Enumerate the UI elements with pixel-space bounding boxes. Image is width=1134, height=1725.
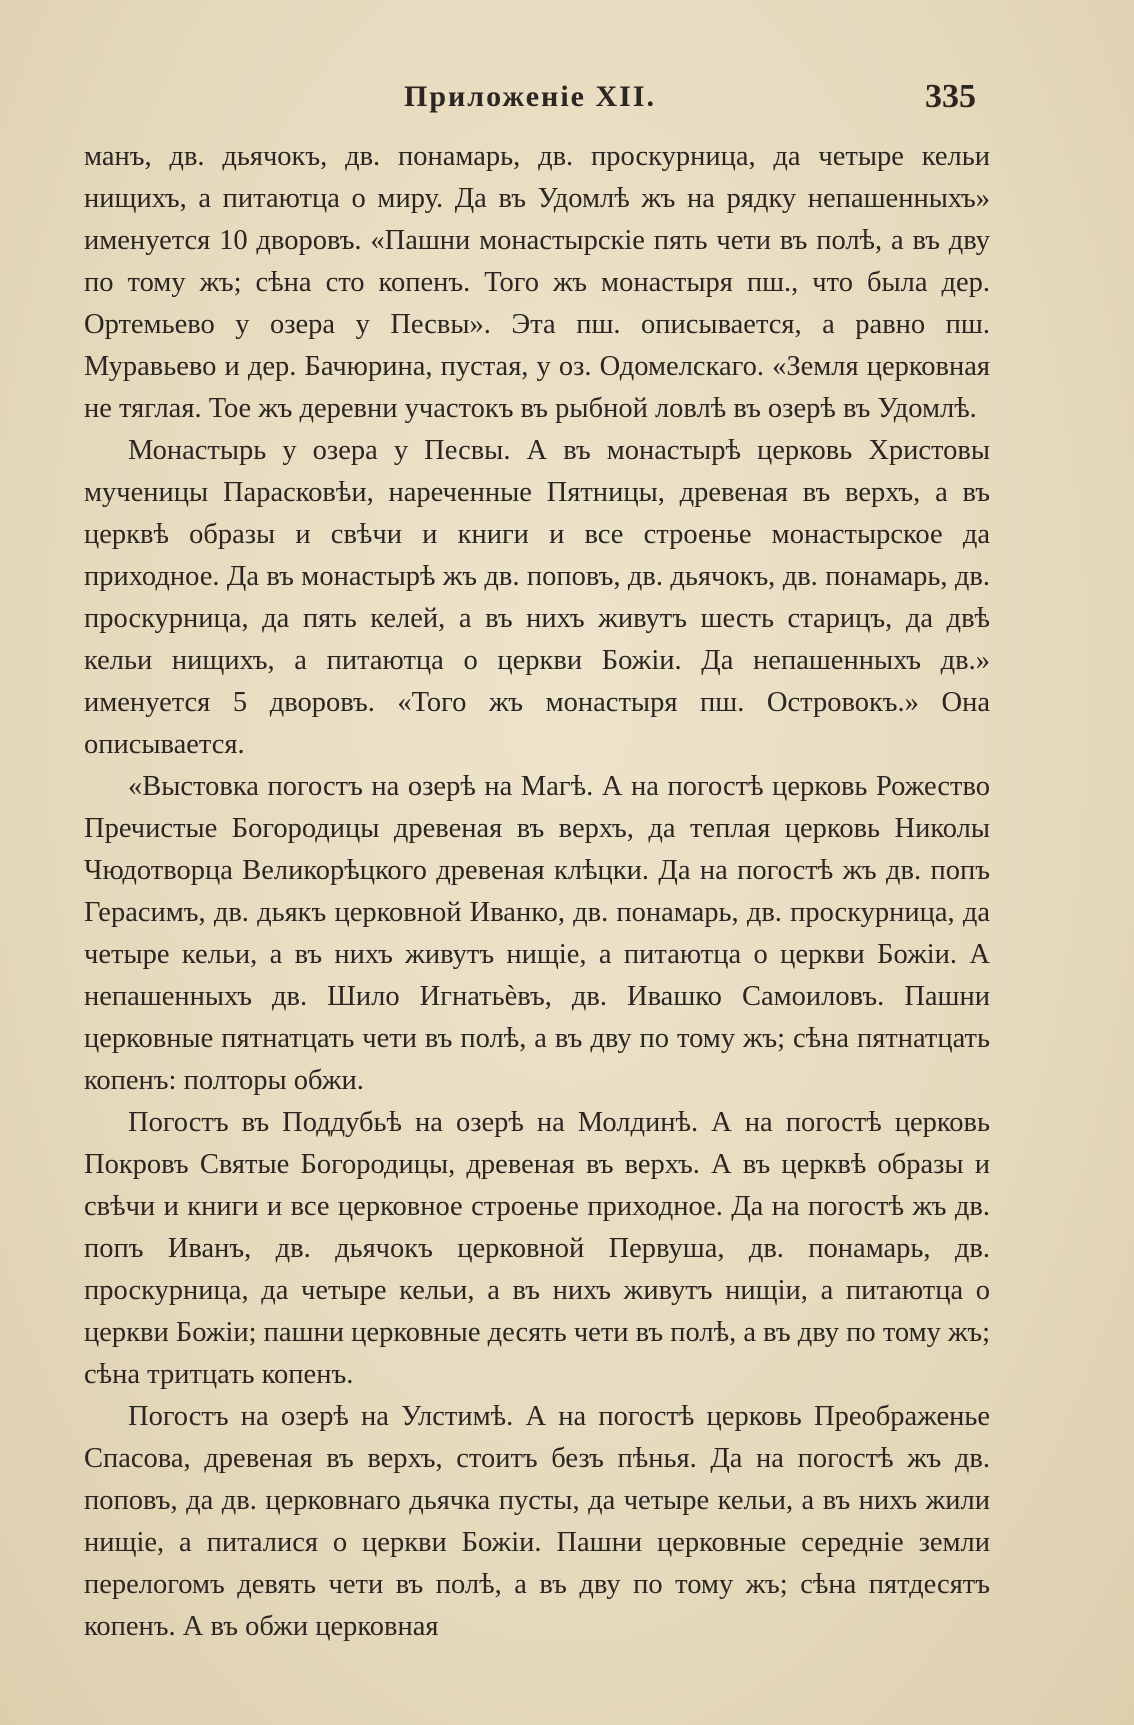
paragraph-1: манъ, дв. дьячокъ, дв. понамарь, дв. проскурница, да четыре кельи нищихъ, а питаютца о миру. Да въ Удомлѣ жъ на рядку непашенныхъ» именуется 10 дворовъ. «Пашни монастырскіе пять чети въ полѣ, а въ дву по тому жъ; сѣна сто копенъ. Того жъ монастыря пш., что была дер. Ортемьево у озера у Песвы». Эта пш. описывается, а равно пш. Муравьево и дер. Бачюрина, пустая, у оз. Одомелскаго. «Земля церковная не тяглая. Тое жъ деревни участокъ въ рыбной ловлѣ въ озерѣ въ Удомлѣ.	[84, 141, 990, 424]
body-text	[84, 136, 990, 1648]
paragraph-3: «Выстовка погостъ на озерѣ на Магѣ. А на погостѣ церковь Рожество Пречистые Богородицы древеная въ верхъ, да теплая церковь Николы Чюдотворца Великорѣцкого древеная клѣцки. Да на погостѣ жъ дв. попъ Герасимъ, дв. дьякъ церковной Иванко, дв. понамарь, дв. проскурница, да четыре кельи, а въ нихъ живутъ нищіе, а питаютца о церкви Божіи. А непашенныхъ дв. Шило Игнатьѐвъ, дв. Ивашко Самоиловъ. Пашни церковные пятнатцать чети въ полѣ, а въ дву по тому жъ; сѣна пятнатцать копенъ: полторы обжи.	[84, 771, 990, 1096]
paragraph-4: Погостъ въ Поддубьѣ на озерѣ на Молдинѣ. А на погостѣ церковь Покровъ Святые Богородицы, древеная въ верхъ. А въ церквѣ образы и свѣчи и книги и все церковное строенье приходное. Да на погостѣ жъ дв. попъ Иванъ, дв. дьячокъ церковной Первуша, дв. понамарь, дв. проскурница, да четыре кельи, а въ нихъ живутъ нищіи, а питаютца о церкви Божіи; пашни церковные десять чети въ полѣ, а въ дву по тому жъ; сѣна тритцать копенъ.	[84, 1107, 990, 1390]
paragraph-2: Монастырь у озера у Песвы. А въ монастырѣ церковь Христовы мученицы Парасковѣи, нареченные Пятницы, древеная въ верхъ, а въ церквѣ образы и свѣчи и книги и все строенье монастырское да приходное. Да въ монастырѣ жъ дв. поповъ, дв. дьячокъ, дв. понамарь, дв. проскурница, да пять келей, а въ нихъ живутъ шесть старицъ, да двѣ кельи нищихъ, а питаютца о церкви Божіи. Да непашенныхъ дв.» именуется 5 дворовъ. «Того жъ монастыря пш. Островокъ.» Она описывается.	[84, 435, 990, 760]
paragraph-5: Погостъ на озерѣ на Улстимѣ. А на погостѣ церковь Преображенье Спасова, древеная въ верхъ, стоитъ безъ пѣнья. Да на погостѣ жъ дв. поповъ, да дв. церковнаго дьячка пусты, да четыре кельи, а въ нихъ жили нищіе, а питалися о церкви Божіи. Пашни церковные середніе земли перелогомъ девять чети въ полѣ, а въ дву по тому жъ; сѣна пятдесятъ копенъ. А въ обжи церковная	[84, 1401, 990, 1642]
page-header	[84, 80, 976, 120]
running-title: Приложеніе XII.	[403, 80, 656, 113]
page-number: 335	[925, 78, 976, 115]
